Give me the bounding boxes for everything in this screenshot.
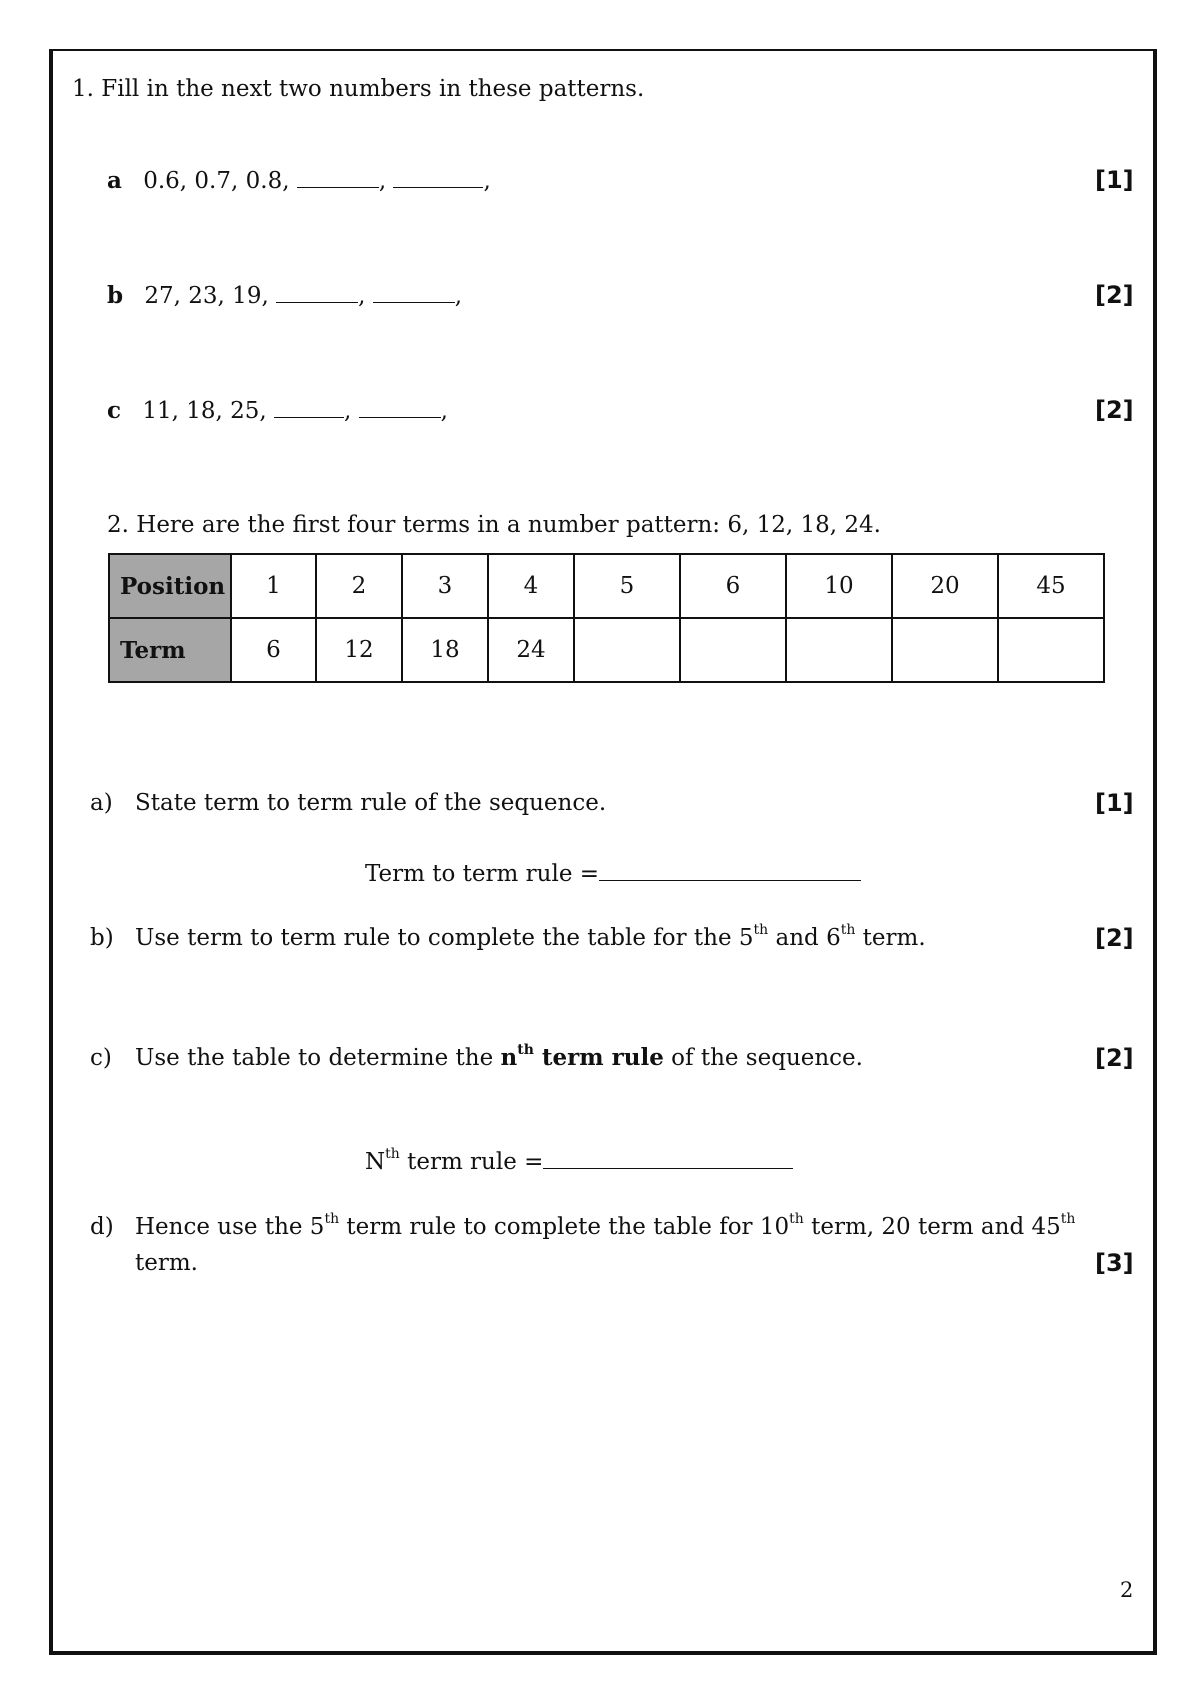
q2b-text-mid: and 6 — [768, 925, 841, 951]
q1a-label: a — [107, 167, 122, 194]
q2b-text-pre: Use term to term rule to complete the table for the 5 — [135, 925, 754, 951]
q2a-answer-label: Term to term rule = — [365, 861, 600, 887]
position-cell: 10 — [786, 554, 892, 618]
q2a-answer-blank[interactable] — [599, 858, 861, 881]
q2c-bold-term — [501, 1044, 664, 1071]
q2a-marks: [1] — [1095, 789, 1134, 817]
q1b-blank-2[interactable] — [373, 280, 455, 303]
term-cell: 6 — [231, 618, 316, 682]
q2d-text-line-2: term. — [135, 1250, 198, 1276]
q2b-label: b) — [90, 925, 114, 951]
q1b-blank-1[interactable] — [276, 280, 358, 303]
term-cell-empty[interactable] — [892, 618, 998, 682]
q2d-marks: [3] — [1095, 1249, 1134, 1277]
q2c-answer-pre: N — [365, 1149, 386, 1175]
position-cell: 2 — [316, 554, 402, 618]
q2c-text — [135, 1043, 863, 1073]
position-header: Position — [109, 554, 231, 618]
q2c-text-pre: Use the table to determine the — [135, 1045, 501, 1071]
position-cell: 4 — [488, 554, 574, 618]
q2d-text — [135, 1212, 1075, 1242]
position-cell: 5 — [574, 554, 680, 618]
q1b-marks: [2] — [1095, 281, 1134, 309]
q2d-label: d) — [90, 1214, 114, 1240]
term-cell: 24 — [488, 618, 574, 682]
q2c-marks: [2] — [1095, 1044, 1134, 1072]
term-cell-empty[interactable] — [574, 618, 680, 682]
q1c-label: c — [107, 397, 122, 424]
table-row-term — [109, 618, 1104, 682]
q1a-blank-1[interactable] — [297, 165, 379, 188]
q1a-blank-2[interactable] — [393, 165, 483, 188]
q2d-text-mid-2: term, 20 term and 45 — [803, 1214, 1061, 1240]
q2c-answer-blank[interactable] — [543, 1146, 793, 1169]
q2c-bold-rest: term rule — [533, 1044, 664, 1071]
q2c-answer-post: term rule = — [399, 1149, 544, 1175]
q2c-answer-row — [365, 1146, 793, 1177]
q2-intro: 2. Here are the first four terms in a number pattern: 6, 12, 18, 24. — [107, 512, 881, 538]
term-cell: 18 — [402, 618, 488, 682]
q1c-blank-2[interactable] — [359, 395, 441, 418]
q1c-row: c 11, 18, 25, , , — [107, 397, 448, 424]
sequence-table — [108, 553, 1105, 683]
position-cell: 20 — [892, 554, 998, 618]
term-cell-empty[interactable] — [786, 618, 892, 682]
table-row-position — [109, 554, 1104, 618]
q1b-label: b — [107, 282, 124, 309]
q1c-blank-1[interactable] — [274, 395, 344, 418]
q2a-text: State term to term rule of the sequence. — [135, 790, 607, 816]
q2c-label: c) — [90, 1045, 112, 1071]
q2b-sup-1: th — [753, 922, 769, 939]
term-cell: 12 — [316, 618, 402, 682]
q2d-sup-1: th — [324, 1211, 340, 1228]
q2d-text-pre: Hence use the 5 — [135, 1214, 325, 1240]
term-header: Term — [109, 618, 231, 682]
q1a-sequence: 0.6, 0.7, 0.8, — [143, 168, 290, 194]
q2b-marks: [2] — [1095, 924, 1134, 952]
q2c-bold-sup: th — [517, 1042, 534, 1059]
q1c-sequence: 11, 18, 25, — [142, 398, 267, 424]
q2d-sup-2: th — [789, 1211, 804, 1228]
q1b-sequence: 27, 23, 19, — [144, 283, 269, 309]
term-cell-empty[interactable] — [998, 618, 1104, 682]
position-cell: 1 — [231, 554, 316, 618]
q2a-answer-row — [365, 858, 861, 889]
q1a-row: a 0.6, 0.7, 0.8, , , — [107, 167, 491, 194]
q1c-marks: [2] — [1095, 396, 1134, 424]
q2b-sup-2: th — [840, 922, 856, 939]
term-cell-empty[interactable] — [680, 618, 786, 682]
position-cell: 6 — [680, 554, 786, 618]
q1b-row: b 27, 23, 19, , , — [107, 282, 463, 309]
q2a-label: a) — [90, 790, 113, 816]
position-cell: 45 — [998, 554, 1104, 618]
q2c-answer-sup: th — [385, 1146, 400, 1163]
position-cell: 3 — [402, 554, 488, 618]
q2d-text-mid-1: term rule to complete the table for 10 — [339, 1214, 790, 1240]
q1-intro: 1. Fill in the next two numbers in these patterns. — [72, 76, 645, 102]
q2b-text — [135, 923, 926, 953]
q1a-marks: [1] — [1095, 166, 1134, 194]
q2c-bold-n: n — [500, 1044, 518, 1071]
q2b-text-post: term. — [855, 925, 926, 951]
page-number: 2 — [1120, 1578, 1134, 1602]
q2c-text-post: of the sequence. — [663, 1045, 863, 1071]
q2d-sup-3: th — [1060, 1211, 1076, 1228]
